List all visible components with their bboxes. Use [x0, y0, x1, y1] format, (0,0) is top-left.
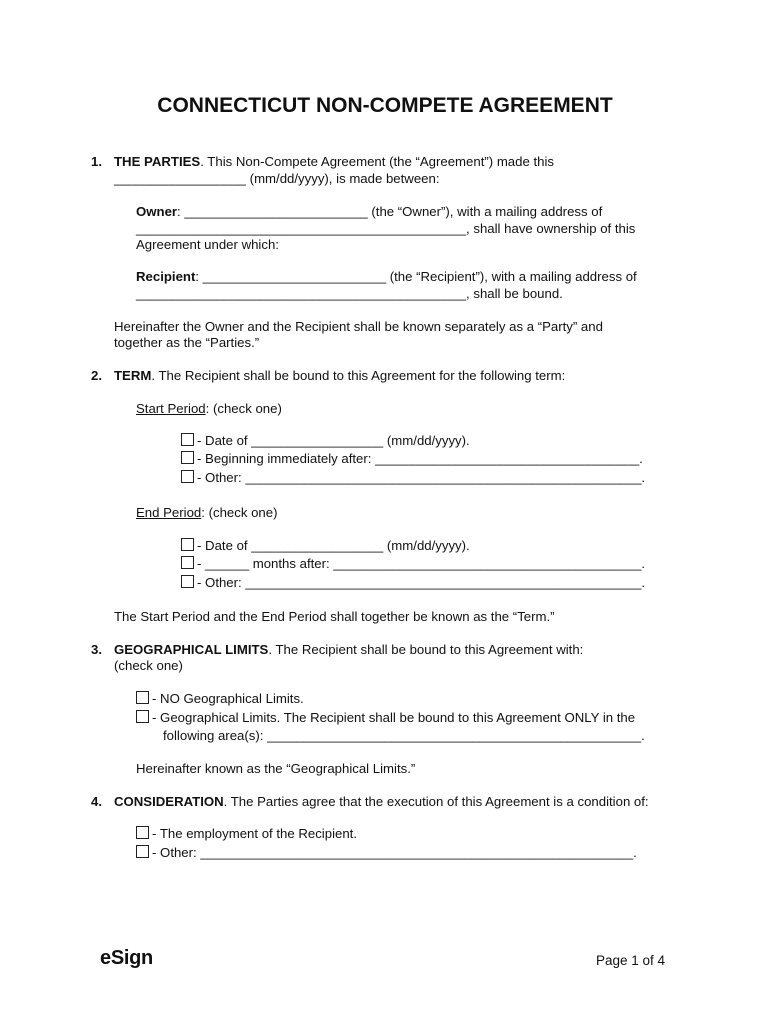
end-date-checkbox[interactable] — [181, 538, 194, 551]
section-3-intro-1: . The Recipient shall be bound to this Agreement with: — [268, 642, 584, 657]
recipient-label: Recipient — [136, 269, 196, 284]
section-3-heading: GEOGRAPHICAL LIMITS — [114, 642, 269, 657]
no-geo-limits-checkbox[interactable] — [136, 691, 149, 704]
owner-text-2: _____________________________________________, shall have ownership of this — [136, 221, 636, 236]
consideration-option-other: - Other: ___________________________________________________________. — [152, 845, 637, 860]
owner-label: Owner — [136, 204, 178, 219]
section-2-line — [114, 367, 565, 384]
section-3-number: 3. — [91, 642, 102, 657]
end-period-heading — [136, 504, 277, 521]
start-period-label: Start Period — [136, 401, 206, 416]
recipient-text-2: _____________________________________________, shall be bound. — [136, 286, 563, 301]
recipient-line-1 — [136, 268, 637, 285]
start-date-checkbox[interactable] — [181, 433, 194, 446]
section-4-number: 4. — [91, 794, 102, 809]
page-number: Page 1 of 4 — [596, 953, 666, 968]
section-4-heading: CONSIDERATION — [114, 794, 224, 809]
start-option-other: - Other: ______________________________________________________. — [197, 470, 646, 485]
owner-line-1 — [136, 203, 602, 220]
consideration-other-checkbox[interactable] — [136, 845, 149, 858]
start-option-date: - Date of __________________ (mm/dd/yyyy). — [197, 433, 470, 448]
geo-option-none: - NO Geographical Limits. — [152, 691, 304, 706]
section-2-heading: TERM — [114, 368, 152, 383]
end-months-checkbox[interactable] — [181, 556, 194, 569]
section-1-line-1 — [114, 153, 554, 170]
document-title: CONNECTICUT NON-COMPETE AGREEMENT — [157, 94, 613, 117]
end-period-label: End Period — [136, 505, 202, 520]
recipient-text-1: : _________________________ (the “Recipient”), with a mailing address of — [195, 269, 637, 284]
start-immediately-checkbox[interactable] — [181, 451, 194, 464]
start-period-suffix: : (check one) — [205, 401, 282, 416]
consideration-option-employment: - The employment of the Recipient. — [152, 826, 357, 841]
end-period-suffix: : (check one) — [201, 505, 278, 520]
section-1-heading: THE PARTIES — [114, 154, 201, 169]
owner-text-1: : _________________________ (the “Owner”), with a mailing address of — [177, 204, 603, 219]
section-3-intro-2: (check one) — [114, 658, 183, 673]
term-definition: The Start Period and the End Period shall together be known as the “Term.” — [114, 609, 555, 624]
section-4-line — [114, 793, 649, 810]
esign-logo: eSign — [100, 947, 153, 969]
geo-limits-definition: Hereinafter known as the “Geographical Limits.” — [136, 761, 416, 776]
hereinafter-parties-1: Hereinafter the Owner and the Recipient shall be known separately as a “Party” and — [114, 319, 603, 334]
hereinafter-parties-2: together as the “Parties.” — [114, 335, 260, 350]
section-3-line-1 — [114, 641, 583, 658]
section-1-number: 1. — [91, 154, 102, 169]
end-option-other: - Other: ______________________________________________________. — [197, 575, 646, 590]
section-1-intro-1: . This Non-Compete Agreement (the “Agreement”) made this — [200, 154, 554, 169]
start-period-heading — [136, 400, 282, 417]
section-1-intro-2: __________________ (mm/dd/yyyy), is made between: — [114, 171, 440, 186]
geo-option-limits: - Geographical Limits. The Recipient shall be bound to this Agreement ONLY in the — [152, 710, 636, 725]
owner-text-3: Agreement under which: — [136, 237, 279, 252]
section-2-intro: . The Recipient shall be bound to this Agreement for the following term: — [151, 368, 566, 383]
start-other-checkbox[interactable] — [181, 470, 194, 483]
section-4-intro: . The Parties agree that the execution of this Agreement is a condition of: — [223, 794, 649, 809]
start-option-immediately: - Beginning immediately after: ____________________________________. — [197, 451, 643, 466]
end-option-date: - Date of __________________ (mm/dd/yyyy). — [197, 538, 470, 553]
section-2-number: 2. — [91, 368, 102, 383]
consideration-employment-checkbox[interactable] — [136, 826, 149, 839]
geo-option-limits-area: following area(s): ___________________________________________________. — [163, 728, 645, 743]
end-other-checkbox[interactable] — [181, 575, 194, 588]
geo-limits-checkbox[interactable] — [136, 710, 149, 723]
end-option-months: - ______ months after: __________________________________________. — [197, 556, 646, 571]
